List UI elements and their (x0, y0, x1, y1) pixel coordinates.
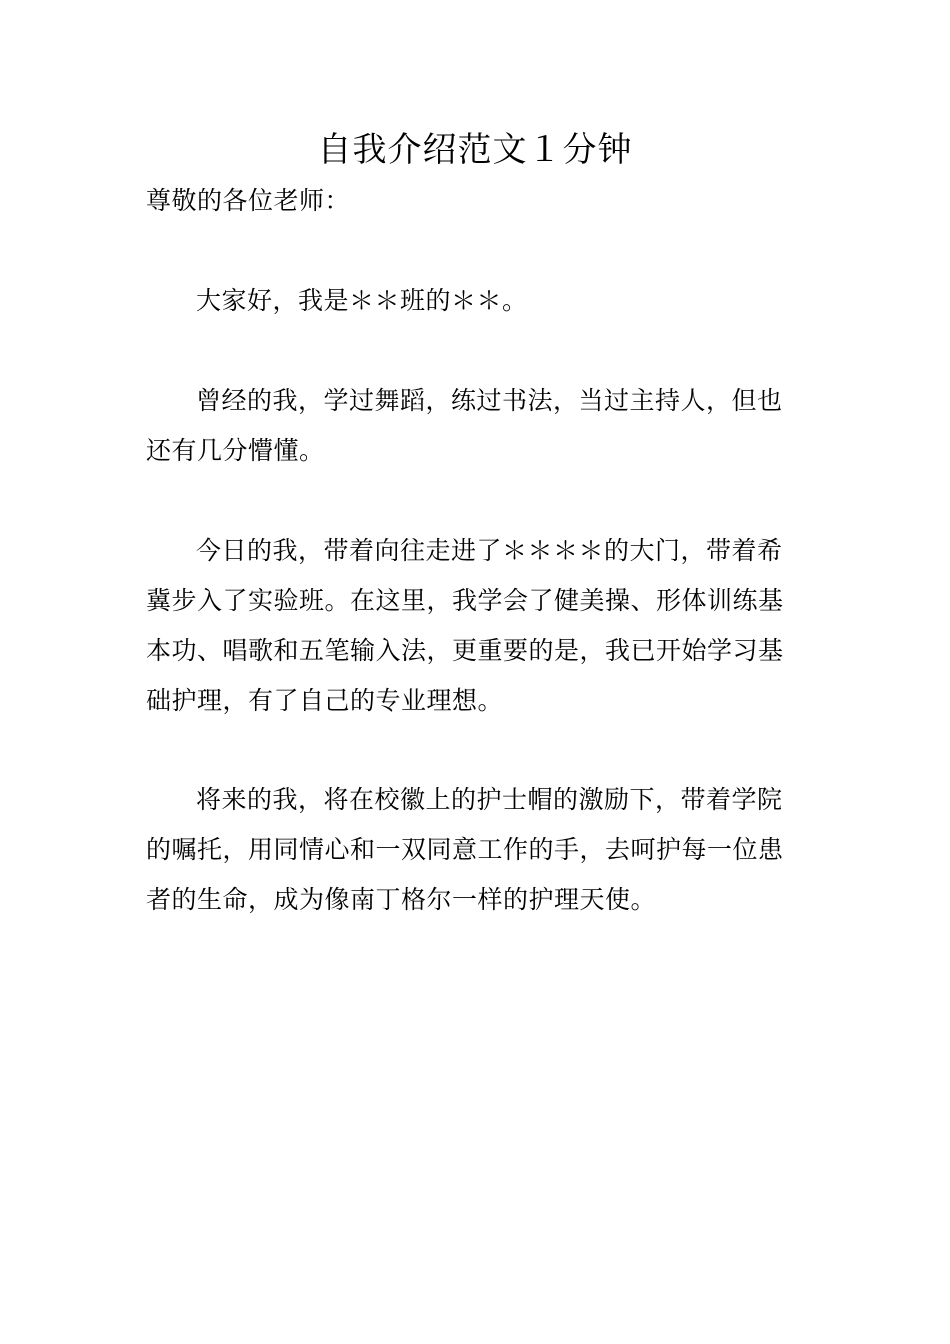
paragraph-past: 曾经的我，学过舞蹈，练过书法，当过主持人，但也还有几分懵懂。 (146, 386, 783, 465)
paragraph-future: 将来的我，将在校徽上的护士帽的激励下，带着学院的嘱托，用同情心和一双同意工作的手，去呵护每一位患者的生命，成为像南丁格尔一样的护理天使。 (146, 785, 784, 914)
document-title: 自我介绍范文１分钟 (317, 130, 633, 170)
salutation: 尊敬的各位老师： (146, 186, 351, 215)
paragraph-present: 今日的我，带着向往走进了＊＊＊＊的大门，带着希冀步入了实验班。在这里，我学会了健美操、形体训练基本功、唱歌和五笔输入法，更重要的是，我已开始学习基础护理，有了自己的专业理想。 (146, 536, 784, 715)
paragraph-greeting: 大家好，我是＊＊班的＊＊。 (196, 286, 528, 315)
